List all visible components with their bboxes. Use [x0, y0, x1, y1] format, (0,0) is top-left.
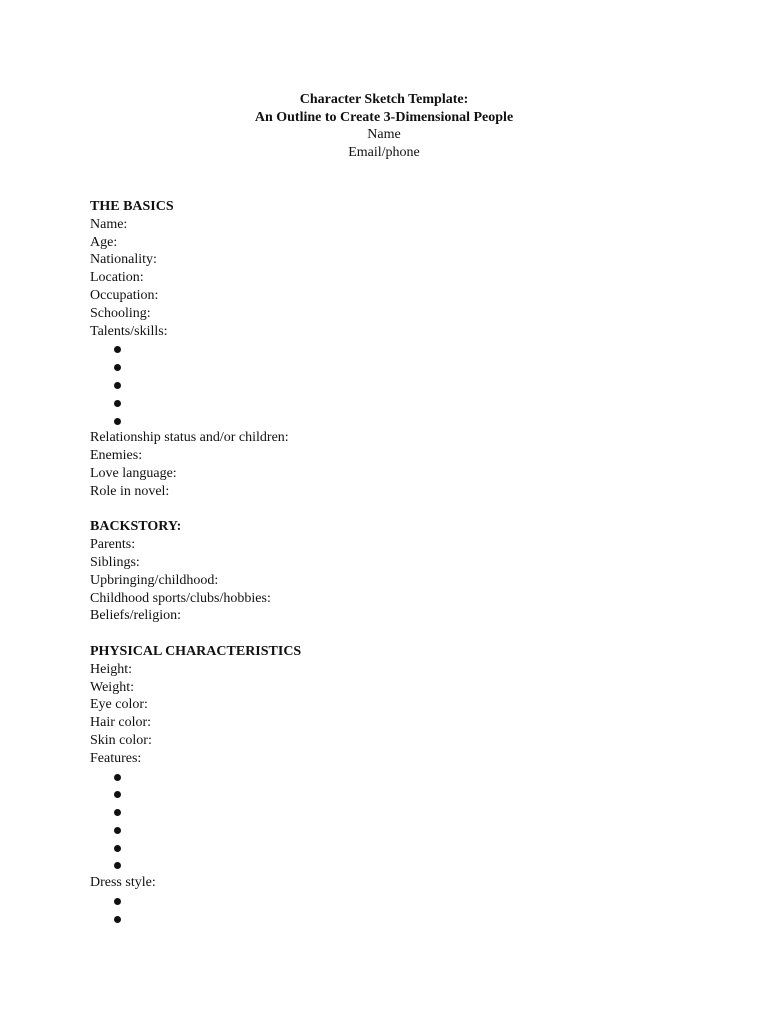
author-name-line: Name — [367, 127, 401, 143]
field-role: Role in novel: — [90, 483, 170, 499]
list-item — [90, 856, 690, 874]
field-relationship: Relationship status and/or children: — [90, 430, 289, 446]
field-eye-color: Eye color: — [90, 697, 148, 713]
field-occupation: Occupation: — [90, 287, 159, 303]
field-weight: Weight: — [90, 679, 134, 695]
field-skin-color: Skin color: — [90, 732, 152, 748]
list-item — [90, 412, 690, 430]
list-item — [90, 892, 690, 910]
field-dress-style: Dress style: — [90, 875, 156, 891]
list-item — [90, 839, 690, 857]
field-name: Name: — [90, 216, 128, 232]
section-physical — [90, 643, 690, 928]
list-item — [90, 910, 690, 928]
list-item — [90, 358, 690, 376]
field-location: Location: — [90, 270, 144, 286]
section-heading-physical: PHYSICAL CHARACTERISTICS — [90, 643, 302, 659]
list-item — [90, 785, 690, 803]
document-header — [0, 91, 768, 161]
dress-style-bullet-list — [90, 892, 690, 928]
field-beliefs: Beliefs/religion: — [90, 608, 181, 624]
field-nationality: Nationality: — [90, 252, 157, 268]
field-age: Age: — [90, 234, 118, 250]
document-title: Character Sketch Template: — [299, 92, 469, 107]
document-subtitle: An Outline to Create 3-Dimensional People — [254, 109, 514, 125]
section-spacer — [90, 625, 690, 643]
section-heading-backstory: BACKSTORY: — [90, 519, 182, 535]
field-siblings: Siblings: — [90, 554, 140, 570]
document-body — [90, 198, 690, 928]
list-item — [90, 376, 690, 394]
field-love-language: Love language: — [90, 465, 177, 481]
field-upbringing: Upbringing/childhood: — [90, 572, 219, 588]
field-talents: Talents/skills: — [90, 323, 168, 339]
list-item — [90, 821, 690, 839]
section-basics — [90, 198, 690, 501]
features-bullet-list — [90, 768, 690, 875]
field-schooling: Schooling: — [90, 305, 151, 321]
section-heading-basics: THE BASICS — [90, 199, 174, 214]
field-parents: Parents: — [90, 537, 136, 553]
list-item — [90, 768, 690, 786]
section-backstory — [90, 518, 690, 625]
field-height: Height: — [90, 661, 132, 677]
section-spacer — [90, 501, 690, 519]
list-item — [90, 340, 690, 358]
field-features: Features: — [90, 750, 142, 766]
field-childhood-sports: Childhood sports/clubs/hobbies: — [90, 590, 271, 606]
talents-bullet-list — [90, 340, 690, 429]
field-enemies: Enemies: — [90, 448, 143, 464]
field-hair-color: Hair color: — [90, 715, 152, 731]
list-item — [90, 803, 690, 821]
list-item — [90, 394, 690, 412]
author-contact-line: Email/phone — [348, 144, 420, 160]
